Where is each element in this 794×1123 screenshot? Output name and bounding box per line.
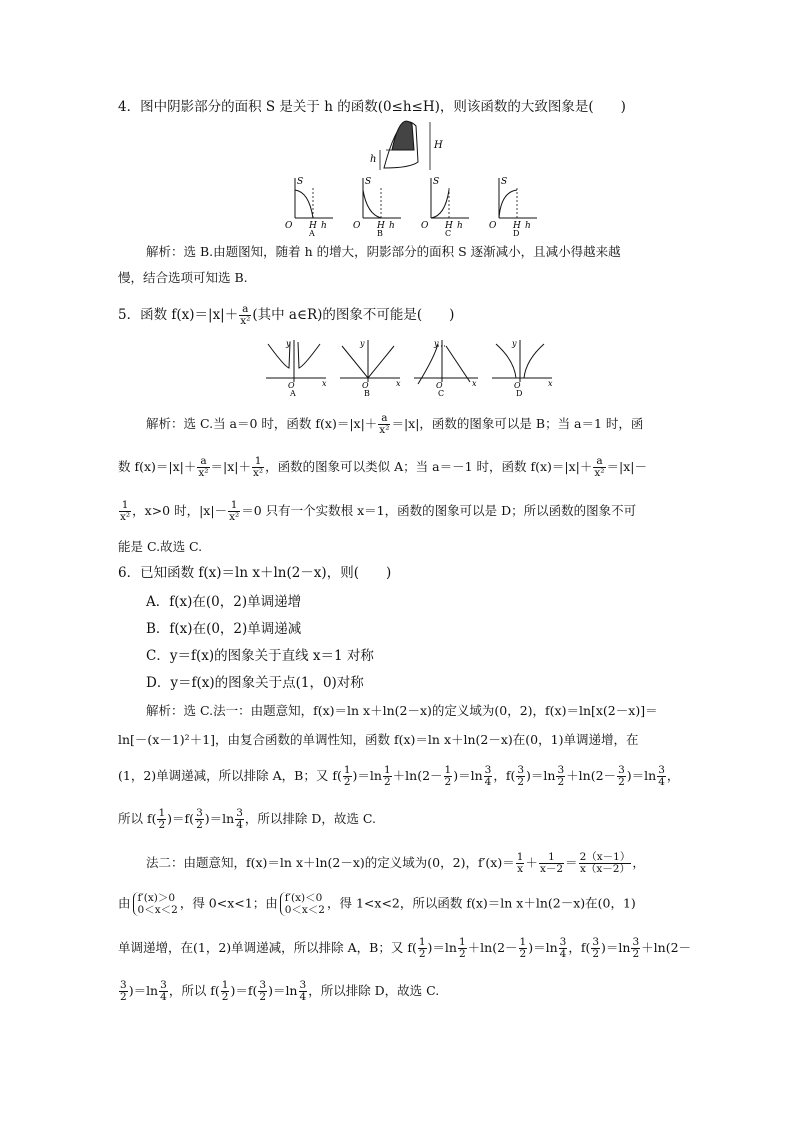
q4-opt-b: B — [377, 229, 383, 236]
svg-text:x: x — [396, 379, 401, 388]
svg-text:x: x — [322, 379, 327, 388]
svg-text:h: h — [321, 221, 327, 231]
svg-text:x: x — [548, 379, 553, 388]
svg-text:O: O — [421, 221, 429, 231]
svg-text:O: O — [489, 221, 497, 231]
svg-text:y: y — [286, 339, 291, 348]
q6-option-b: B．f(x)在(0，2)单调递减 — [146, 621, 302, 637]
q4-h-label: h — [370, 154, 377, 165]
svg-text:y: y — [434, 339, 439, 348]
q5-opt-b: B — [364, 389, 370, 396]
q6-method1-line1: 解析：选 C.法一：由题意知，f(x)＝ln x＋ln(2－x)的定义域为(0，2)，f(x)＝ln[x(2－x)]＝ — [146, 703, 658, 718]
q5-opt-c: C — [438, 389, 445, 396]
svg-text:h: h — [389, 221, 395, 231]
svg-text:H: H — [445, 221, 453, 231]
q6-stem: 6．已知函数 f(x)＝ln x＋ln(2－x)，则( ) — [118, 565, 392, 581]
q4-stem: 4．图中阴影部分的面积 S 是关于 h 的函数(0≤h≤H)，则该函数的大致图象是( ) — [118, 99, 626, 115]
q5-option-graphs — [262, 338, 562, 396]
q5-graph-a — [266, 339, 327, 396]
q4-solution-line1: 解析：选 B.由题图知，随着 h 的增大，阴影部分的面积 S 逐渐减小，且减小得越来越 — [146, 244, 621, 259]
svg-text:x: x — [472, 379, 477, 388]
q6-method2-line3: 单调递增，在(1，2)单调递减，所以排除 A，B；又 f( $\frac{1}{2}$ )＝ln $\frac{1}{2}$ ＋ln(2－ $\frac{1}{2}$ )＝ln $\frac{3}{4}$ ，f( $\frac{3}{2}$ )＝ln $\frac{3}{2}$ ＋ln(2－ — [118, 936, 692, 960]
q5-graph-d — [492, 339, 553, 396]
q6-method1-line2: ln[－(x－1)²＋1]，由复合函数的单调性知，函数 f(x)＝ln x＋ln(2－x)在(0，1)单调递增，在 — [118, 732, 639, 747]
svg-text:H: H — [377, 221, 385, 231]
q5-solution-line1: 解析：选 C.当 a＝0 时，函数 f(x)＝|x|＋ $\frac{a}{\text{x²}}$ ＝|x|，函数的图象可以是 B；当 a＝1 时，函 — [146, 412, 644, 436]
svg-text:h: h — [457, 221, 463, 231]
q4-solution-line2: 慢，结合选项可知选 B. — [118, 270, 248, 285]
q5-solution-line4: 能是 C.故选 C. — [118, 539, 203, 554]
q5-opt-d: D — [516, 389, 523, 396]
q4-graph-a — [285, 177, 333, 236]
q6-method2-line2: 由 f′(x)＞0 0＜x＜2 ，得 0<x<1；由 f′(x)＜0 0＜x＜2 ，得 1<x<2，所以函数 f(x)＝ln x＋ln(2－x)在(0，1) — [118, 892, 636, 916]
svg-text:S: S — [297, 177, 304, 187]
q4-opt-d: D — [513, 229, 520, 236]
q4-opt-c: C — [445, 229, 452, 236]
q6-method2-line1: 法二：由题意知，f(x)＝ln x＋ln(2－x)的定义域为(0，2)，f′(x)＝ $\frac{1}{x}$ ＋ $\frac{1}{x-2}$ ＝ $\frac{2(x-1)}{x(x-2)}$ ， — [146, 851, 645, 875]
svg-text:O: O — [514, 381, 521, 390]
svg-text:O: O — [288, 381, 295, 390]
svg-text:h: h — [525, 221, 531, 231]
q5-solution-line3: $\frac{1}{\text{x²}}$ ，x>0 时，|x|－ $\frac{1}{\text{x²}}$ ＝0 只有一个实数根 x＝1，函数的图象可以是 D；所以函数的图象不可 — [120, 499, 637, 523]
svg-text:H: H — [513, 221, 521, 231]
q4-H-label: H — [434, 140, 443, 151]
q5-graph-c — [414, 339, 478, 396]
q5-stem: 5．函数 f(x)＝|x|＋ $\frac{a}{\text{x²}}$ (其中 a∈R)的图象不可能是( ) — [118, 303, 455, 327]
svg-text:S: S — [501, 177, 508, 187]
q5-graph-b — [340, 339, 401, 396]
q6-option-a: A．f(x)在(0，2)单调递增 — [146, 594, 302, 610]
q5-solution-line2: 数 f(x)＝|x|＋ $\frac{a}{\text{x²}}$ ＝|x|＋ $\frac{1}{\text{x²}}$ ，函数的图象可以类似 A；当 a＝－1 时，函数 f(x)＝|x|＋ $\frac{a}{\text{x²}}$ ＝|x|－ — [118, 455, 648, 479]
svg-text:y: y — [512, 339, 517, 348]
q4-graph-b — [353, 177, 401, 236]
svg-text:O: O — [436, 381, 443, 390]
q4-option-graphs — [283, 174, 543, 236]
svg-text:H: H — [309, 221, 317, 231]
q4-graph-d — [489, 177, 537, 236]
q4-opt-a: A — [309, 229, 315, 236]
q6-option-c: C．y＝f(x)的图象关于直线 x＝1 对称 — [146, 648, 374, 664]
svg-text:O: O — [362, 381, 369, 390]
q6-method2-line4: $\frac{3}{2}$ )＝ln $\frac{3}{4}$ ，所以 f( $\frac{1}{2}$ )＝f( $\frac{3}{2}$ )＝ln $\frac{3}{4}$ ，所以排除 D，故选 C. — [120, 979, 440, 1003]
q4-shaded-figure — [370, 118, 445, 172]
svg-text:S: S — [433, 177, 440, 187]
svg-text:y: y — [360, 339, 365, 348]
svg-text:O: O — [285, 221, 293, 231]
q4-graph-c — [421, 177, 469, 236]
svg-text:S: S — [365, 177, 372, 187]
q6-method1-line3: (1，2)单调递减，所以排除 A，B；又 f( $\frac{1}{2}$ )＝ln $\frac{1}{2}$ ＋ln(2－ $\frac{1}{2}$ )＝ln $\frac{3}{4}$ ，f( $\frac{3}{2}$ )＝ln $\frac{3}{2}$ ＋ln(2－ $\frac{3}{2}$ )＝ln $\frac{3}{4}$ ， — [118, 764, 680, 788]
svg-text:O: O — [353, 221, 361, 231]
q6-method1-line4: 所以 f( $\frac{1}{2}$ )＝f( $\frac{3}{2}$ )＝ln $\frac{3}{4}$ ，所以排除 D，故选 C. — [118, 807, 376, 831]
q5-opt-a: A — [290, 389, 296, 396]
q6-option-d: D．y＝f(x)的图象关于点(1，0)对称 — [146, 675, 364, 691]
